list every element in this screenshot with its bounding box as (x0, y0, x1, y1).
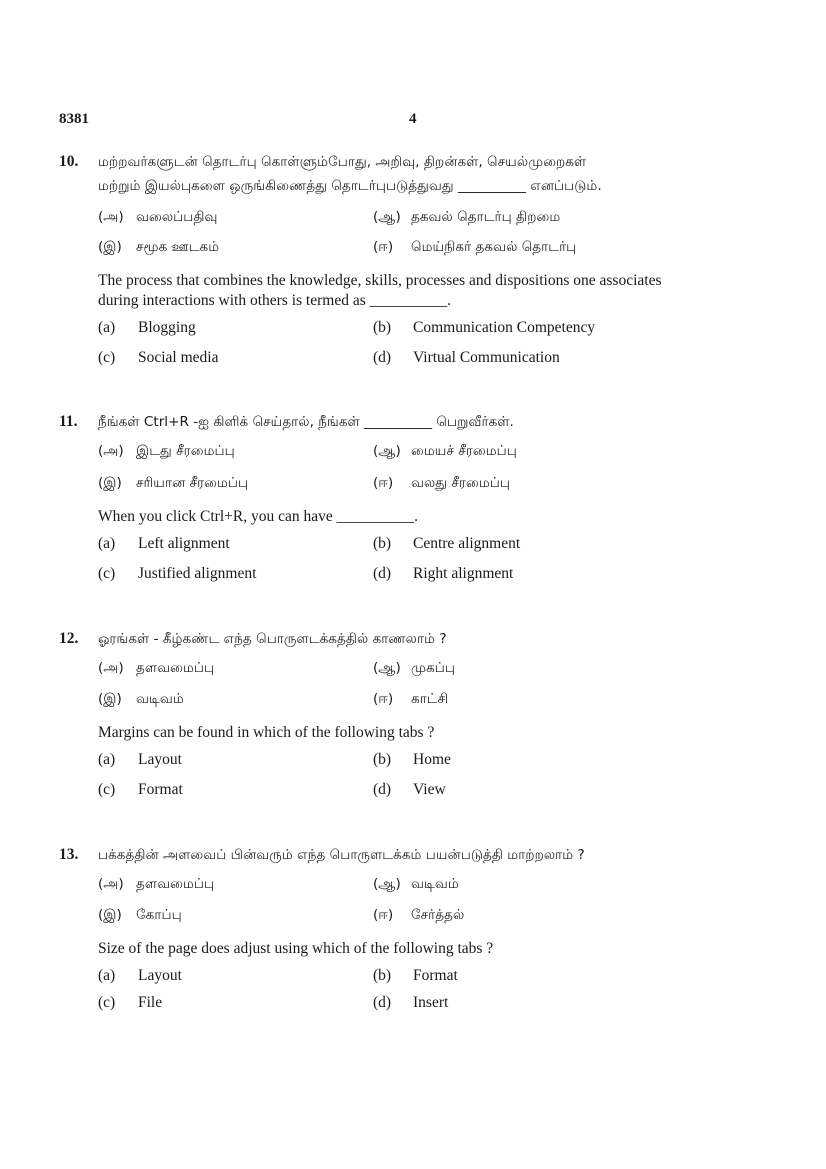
english-line: during interactions with others is termed as __________. (98, 292, 451, 309)
question-text-english: Size of the page does adjust using which of the following tabs ? (98, 940, 494, 957)
option-text: View (413, 781, 446, 798)
option-text: Layout (138, 751, 182, 768)
tamil-line: மற்றும் இயல்புகளை ஒருங்கிணைத்து தொடர்புபடுத்துவது __________ எனப்படும். (98, 178, 602, 194)
option-label: (அ) (98, 443, 124, 459)
option-text: வலைப்பதிவு (136, 209, 218, 225)
tamil-option (373, 907, 464, 925)
option-text: Insert (413, 994, 449, 1011)
tamil-option (98, 660, 214, 678)
option-label: (c) (98, 781, 116, 798)
option-label: (b) (373, 319, 392, 336)
tamil-option (373, 443, 517, 461)
option-label: (a) (98, 535, 116, 552)
question-text-english: Margins can be found in which of the following tabs ? (98, 724, 435, 741)
page-number: 4 (409, 111, 417, 127)
option-text: Home (413, 751, 451, 768)
tamil-option (98, 475, 248, 493)
option-text: Virtual Communication (413, 349, 560, 366)
option-label: (அ) (98, 876, 124, 892)
question-number: 11. (59, 413, 78, 430)
option-label: (இ) (98, 239, 122, 255)
option-label: (ஈ) (373, 907, 394, 923)
option-label: (இ) (98, 691, 122, 707)
english-option (98, 349, 219, 367)
option-label: (அ) (98, 209, 124, 225)
tamil-option (98, 907, 182, 925)
option-text: வடிவம் (411, 876, 459, 892)
option-label: (c) (98, 994, 116, 1011)
tamil-option (98, 443, 235, 461)
option-label: (ஈ) (373, 475, 394, 491)
option-text: Blogging (138, 319, 196, 336)
option-label: (c) (98, 565, 116, 582)
english-option (373, 751, 451, 769)
option-text: Left alignment (138, 535, 230, 552)
option-text: Format (413, 967, 458, 984)
tamil-option (98, 209, 218, 227)
english-option (98, 994, 162, 1012)
option-text: Social media (138, 349, 219, 366)
question-text-tamil: நீங்கள் Ctrl+R -ஐ கிளிக் செய்தால், நீங்கள் __________ பெறுவீர்கள். (98, 414, 514, 430)
paper-code: 8381 (59, 111, 89, 127)
option-text: சரியான சீரமைப்பு (136, 475, 249, 491)
question-number: 12. (59, 630, 79, 647)
option-label: (b) (373, 751, 392, 768)
tamil-option (98, 239, 219, 257)
question-number: 13. (59, 846, 79, 863)
option-text: Format (138, 781, 183, 798)
english-option (373, 781, 446, 799)
option-label: (a) (98, 967, 116, 984)
question-text-english (98, 271, 738, 311)
option-label: (ஆ) (373, 443, 401, 459)
option-label: (d) (373, 781, 392, 798)
tamil-option (373, 209, 560, 227)
english-option (98, 535, 230, 553)
option-label: (b) (373, 967, 392, 984)
option-label: (ஈ) (373, 239, 394, 255)
option-text: மெய்நிகர் தகவல் தொடர்பு (411, 239, 577, 255)
option-text: கோப்பு (136, 907, 182, 923)
option-label: (b) (373, 535, 392, 552)
option-label: (இ) (98, 475, 122, 491)
english-line: The process that combines the knowledge, skills, processes and dispositions one associates (98, 272, 662, 289)
option-label: (d) (373, 565, 392, 582)
option-label: (c) (98, 349, 116, 366)
option-label: (ஈ) (373, 691, 394, 707)
question-text-english: When you click Ctrl+R, you can have __________. (98, 508, 418, 525)
english-option (98, 319, 196, 337)
english-option (98, 565, 256, 583)
option-text: வலது சீரமைப்பு (411, 475, 510, 491)
option-text: Centre alignment (413, 535, 521, 552)
option-text: Right alignment (413, 565, 514, 582)
english-option (373, 565, 513, 583)
tamil-option (373, 475, 510, 493)
option-label: (d) (373, 994, 392, 1011)
english-option (373, 349, 560, 367)
english-option (373, 319, 595, 337)
option-text: Communication Competency (413, 319, 596, 336)
question-number: 10. (59, 153, 79, 170)
tamil-line: மற்றவர்களுடன் தொடர்பு கொள்ளும்போது, அறிவு, திறன்கள், செயல்முறைகள் (98, 154, 587, 170)
option-text: File (138, 994, 163, 1011)
option-label: (இ) (98, 907, 122, 923)
tamil-option (373, 876, 459, 894)
tamil-option (98, 876, 214, 894)
option-text: தகவல் தொடர்பு திறமை (411, 209, 561, 225)
english-option (373, 994, 448, 1012)
option-label: (a) (98, 751, 116, 768)
option-label: (ஆ) (373, 876, 401, 892)
option-text: சேர்த்தல் (411, 907, 465, 923)
option-text: தளவமைப்பு (136, 876, 215, 892)
tamil-option (373, 660, 455, 678)
option-label: (a) (98, 319, 116, 336)
tamil-option (98, 691, 184, 709)
option-label: (அ) (98, 660, 124, 676)
option-text: தளவமைப்பு (136, 660, 215, 676)
tamil-option (373, 239, 576, 257)
english-option (98, 781, 183, 799)
question-text-tamil (98, 150, 738, 198)
question-text-tamil: ஓரங்கள் - கீழ்கண்ட எந்த பொருளடக்கத்தில் காணலாம் ? (98, 631, 447, 647)
english-option (373, 967, 458, 985)
english-option (373, 535, 520, 553)
option-text: சமூக ஊடகம் (136, 239, 220, 255)
tamil-option (373, 691, 448, 709)
option-text: Justified alignment (138, 565, 257, 582)
option-label: (ஆ) (373, 209, 401, 225)
option-text: மையச் சீரமைப்பு (411, 443, 517, 459)
option-text: இடது சீரமைப்பு (136, 443, 235, 459)
option-text: வடிவம் (136, 691, 184, 707)
option-text: முகப்பு (411, 660, 456, 676)
question-text-tamil: பக்கத்தின் அளவைப் பின்வரும் எந்த பொருளடக்கம் பயன்படுத்தி மாற்றலாம் ? (98, 847, 585, 863)
english-option (98, 967, 182, 985)
option-label: (d) (373, 349, 392, 366)
option-label: (ஆ) (373, 660, 401, 676)
option-text: Layout (138, 967, 182, 984)
english-option (98, 751, 182, 769)
option-text: காட்சி (411, 691, 449, 707)
